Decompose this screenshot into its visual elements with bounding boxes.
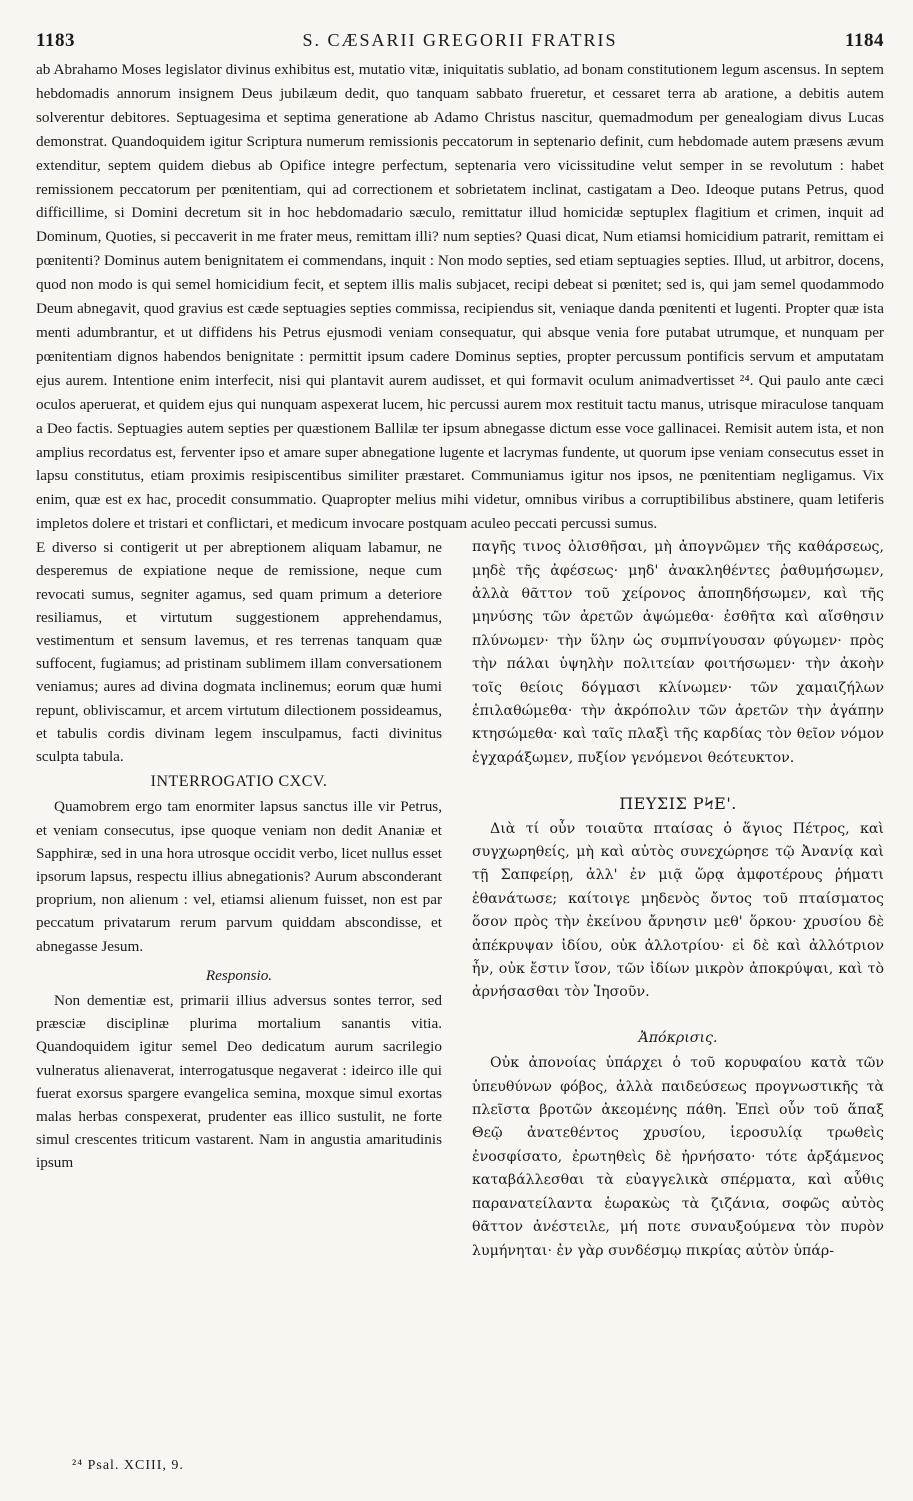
footnote: ²⁴ Psal. XCIII, 9. <box>72 1458 184 1473</box>
full-width-latin-text <box>36 58 884 536</box>
latin-question: Quamobrem ergo tam enormiter lapsus sanctus ille vir Petrus, et veniam consecutus, ipse quoque veniam non dedit Ananiæ et Sapphiræ, sed in una hora utrosque occidit verbo, licet nullus esset ipsorum lapsus, respectu illius abnegationis? Aurum absconderant proprium, non alienum : vel, etiamsi alienum fuisset, non est par peccatum privatarum rerum parvum quiddam abscondisse, et abnegasse Jesum. <box>36 798 442 955</box>
greek-column <box>472 536 884 1263</box>
left-page-number: 1183 <box>36 30 75 51</box>
latin-question-heading: INTERROGATIO CXCV. <box>150 773 328 791</box>
two-column-section <box>36 536 884 1263</box>
latin-column <box>36 536 442 1263</box>
greek-question: Διὰ τί οὖν τοιαῦτα πταίσας ὁ ἅγιος Πέτρος, καὶ συγχωρηθείς, μὴ καὶ αὐτὸς συνεχώρησε τῷ Ἀνανίᾳ καὶ τῇ Σαπφείρῃ, ἀλλ' ἐν μιᾷ ὥρᾳ ἀμφοτέρους ῥήματι ἐθανάτωσε; καίτοιγε μηδενὸς ὄντος τοῦ πταίσματος ὅσον πρὸς τὴν ἐκείνου ἄρνησιν μεθ' ὅρκου· χρυσίου δὲ ἀπέκρυψαν ἰδίου, οὐκ ἀλλοτρίου· εἰ δὲ καὶ ἀλλότριον ἦν, οὐκ ἔστιν ἴσον, τῶν ἰδίων μικρὸν ἀποκρύψαι, καὶ τὸ ἀρνήσασθαι τὸν Ἰησοῦν. <box>472 820 884 1001</box>
running-header <box>36 30 884 56</box>
greek-response-label: Ἀπόκρισις. <box>638 1029 718 1046</box>
full-width-paragraph: ab Abrahamo Moses legislator divinus exhibitus est, mutatio vitæ, iniquitatis sublatio, ad bonam constitutionem legum ascensus. In septem hebdomadis annorum insignem Deus jubilæum dedit, quo tanquam sabbato frueretur, et cessaret terra ab aratione, a debitis autem solverentur debitores. Septuagesima et septima generatione ab Adamo Christus nascitur, quemadmodum per genealogiam divus Lucas demonstrat. Quandoquidem igitur Scriptura numerum remissionis peccatorum in septenario definit, cum hebdomade autem præsens ævum extenditur, septem quidem diebus ab Opifice integre perfectum, septenaria vero vicissitudine velut semper in se revolutum : habet remissionem peccatorum per pœnitentiam, qui ad correctionem et sobrietatem inclinat, castigatam a Deo. Ideoque putans Petrus, quod difficillime, si Domini decretum sit in hoc hebdomadario sæculo, remittatur illud homicidæ septuplex flagitium et crimen, inquit ad Dominum, Quoties, si peccaverit in me frater meus, remittam illi? num septies? Quasi dicat, Num etiamsi homicidium patrarit, remittam ei pœnitenti? Dominus autem benignitatem ei commendans, inquit : Non modo septies, sed etiam septuagies septies. Illud, ut arbitror, docens, quod non modo is qui semel homicidium fecit, et septem illis malis subjacet, recipi debeat si pœnitet; sed is, qui jam semel quodammodo Deum abnegavit, quod gravius est cæde septuagies septies commissa, recipiendus sit, veniaque danda pœnitenti et lugenti. Propter quæ ista menti adumbrantur, et ut diffidens his Petrus ejusmodi veniam consequatur, qui absque venia fore putabat utrumque, et nunquam per pœnitentiam dignos habendos benignitate : permittit ipsum cadere Dominus septies, propter percussum pontificis servum et amputatam ejus aurem. Intentione enim interfecit, nisi qui plantavit aurem audisset, et qui formavit oculum animadvertisset ²⁴. Qui paulo ante cæci oculos aperuerat, et quidem ejus qui nunquam aspexerat lucem, hic percussi aurem mox restituit tactu manus, utrisque miraculose tanquam a Deo factis. Septuagies autem septies per quæstionem Ballilæ ter ipsum abnegasse dictum esse voce gallinacei. Remisit autem ista, et non amplius recordatus est, ferventer ipso et amare super abnegatione lugente et lacrymas fundente, ut quorum ipse veniam consecutus esset in lapsu constitutus, etiam proximis resipiscentibus similiter præstaret. Communiamus igitur nos ipsos, ne pœnitentiam negligamus. Vix enim, quæ est ex hac, procedit consummatio. Quapropter melius mihi videtur, omnibus viribus a corruptibilibus abstinere, quam letiferis impletos dolere et tristari et conflictari, et medicum invocare postquam aculeo peccati percussi sumus. <box>36 61 884 533</box>
page <box>36 30 884 1263</box>
greek-question-heading: ΠΕΥΣΙΣ ΡϞΕ'. <box>619 794 737 814</box>
greek-response: Οὐκ ἀπονοίας ὑπάρχει ὁ τοῦ κορυφαίου κατὰ τῶν ὑπευθύνων φόβος, ἀλλὰ παιδεύσεως προγνωστικῆς τὰ πλεῖστα βροτῶν ἀκεομένης πάθη. Ἐπεὶ οὖν τοῦ ἅπαξ Θεῷ ἀνατεθέντος χρυσίου, ἱεροσυλίᾳ τρωθεὶς ἐνοσφίσατο, ἐρωτηθεὶς δὲ ἠρνήσατο· τότε ἀρξάμενος καταβάλλεσθαι τὰ εὐαγγελικὰ σπέρματα, καὶ αὖθις παρανατείλαντα ἑωρακὼς τὰ ζιζάνια, σοφῶς αὐτὸς θᾶττον ἀνέστειλε, μή ποτε συναυξούμενα τὸν πυρὸν λυμήνηται· ἐν γὰρ συνδέσμῳ πικρίας αὐτὸν ὑπάρ- <box>472 1055 884 1259</box>
running-title: S. CÆSARII GREGORII FRATRIS <box>302 30 618 50</box>
right-page-number: 1184 <box>845 30 884 51</box>
latin-response-label: Responsio. <box>205 966 273 984</box>
greek-intro: παγῆς τινος ὀλισθῆσαι, μὴ ἀπογνῶμεν τῆς καθάρσεως, μηδὲ τῆς ἀφέσεως· μηδ' ἀνακληθέντες ῥαθυμήσωμεν, ἀλλὰ θᾶττον τοῦ χείρονος ἀποπηδήσωμεν, καὶ τῆς μηνύσης τῶν ἀρετῶν ἀψώμεθα· ἐσθῆτα καὶ αἴσθησιν πλύνωμεν· τὴν ὕλην ὡς συμπνίγουσαν φύγωμεν· πρὸς τὴν πάλαι ὑψηλὴν πολιτείαν φοιτήσωμεν· τὴν ἀκοὴν τοῖς θείοις δόγμασι κλίνωμεν· τῶν χαμαιζήλων ἐπιλαθώμεθα· τὴν ἀκρόπολιν τῶν ἀρετῶν τὴν ἀγάπην κτησώμεθα· καὶ ταῖς πλαξὶ τῆς καρδίας τὸν θεῖον νόμον ἐγχαράξωμεν, πυξίον γενόμενοι θεότευκτον. <box>472 539 884 766</box>
latin-intro: E diverso si contigerit ut per abreptionem aliquam labamur, ne desperemus de expiatione neque de remissione, neque cum revocati sumus, segniter agamus, sed quam primum a deteriore resiliamus, et virtutum suggestionem apprehendamus, vestimentum et sensum lavemus, et res terrenas tanquam quæ suffocent, fugiamus; ad pristinam sublimem illam conversationem veniamus; aures ad divina dogmata inclinemus; eorum quæ humi repunt, obliviscamur, et arcem virtutum dilectionem possideamus, et tabulis cordis divinam legem insculpamus, facti divinitus sculpta tabula. <box>36 539 442 765</box>
latin-response: Non dementiæ est, primarii illius adversus sontes terror, sed præsciæ disciplinæ plurima mortalium sanantis vitia. Quandoquidem igitur semel Deo dedicatum aurum sacrilegio vulneratus alienaverat, interrogatusque negaverat : ideirco ille qui fuerat exorsus spargere evangelica semina, moxque simul exortas malas herbas conspexerat, prudenter eas illico sustulit, ne forte simul crescentes triticum vastarent. Nam in angustia amaritudinis ipsum <box>36 991 442 1172</box>
